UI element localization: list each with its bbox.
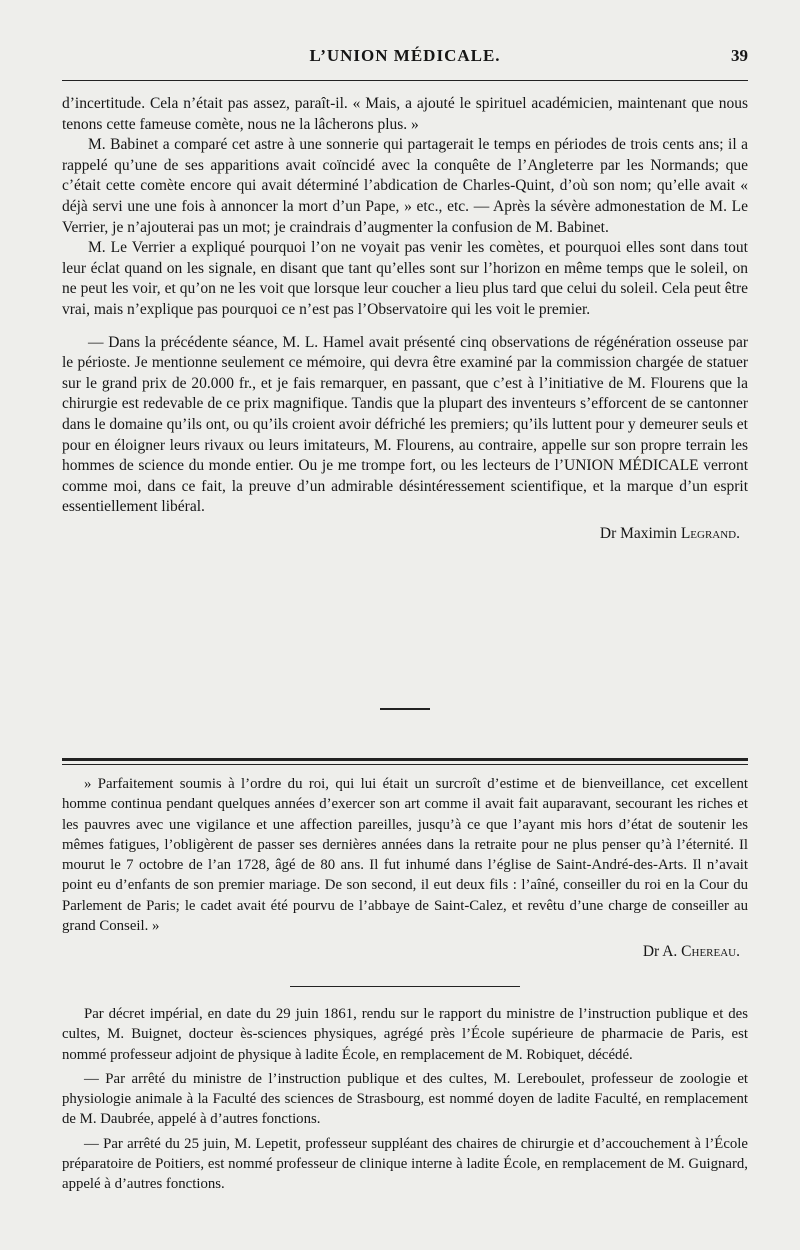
announcement: — Par arrêté du 25 juin, M. Lepetit, professeur suppléant des chaires de chirurgie et d’accouchement à l’École préparatoire de Poitiers, est nommé professeur de clinique interne à ladite École, en remplacement de M. Guignard, appelé à d’autres fonctions. xyxy=(62,1135,748,1193)
paragraph: » Parfaitement soumis à l’ordre du roi, qui lui était un surcroît d’estime et de bienveillance, cet excellent homme continua pendant quelques années d’exercer son art comme il avait fait auparavant, secourant les riches et les pauvres avec une vigilance et une affection pareilles, jusqu’à ce que l’ayant mis hors d’état de soutenir les mêmes fatigues, l’obligèrent de passer ses dernières années dans la retraite pour ne plus penser qu’à l’éternité. Il mourut le 7 octobre de l’an 1728, âgé de 80 ans. Il fut inhumé dans l’église de Saint-André-des-Arts. Il n’avait point eu d’enfants de son premier mariage. De son second, il eut deux fils : l’aîné, conseiller du roi en la Cour du Parlement de Paris; le cadet avait été pourvu de l’abbaye de Saint-Calez, et revêtu d’une charge de conseiller au grand Conseil. » xyxy=(62,776,748,935)
section-divider xyxy=(290,986,520,987)
paragraph-text: — Dans la précédente séance, M. L. Hamel avait présenté cinq observations de régénération osseuse par le périoste. Je mentionne seulement ce mémoire, qui devra être examiné par la commission chargée de statuer sur le grand prix de 20.000 fr., et je fais remarquer, en passant, que c’est à l’initiative de M. Flourens que la chirurgie est redevable de ce prix magnifique. Tandis que la plupart des inventeurs s’efforcent de se cantonner dans le domaine qu’ils ont, ou qu’ils croient avoir défriché les premiers; qu’ils luttent pour y demeurer seuls et pour en éloigner leurs rivaux ou leurs imitateurs, M. Flourens, au contraire, appelle sur son propre terrain les hommes de science du monde entier. Ou je me trompe fort, ou les lecteurs de l’ xyxy=(62,333,748,475)
thick-rule xyxy=(62,758,748,761)
paragraph: d’incertitude. Cela n’était pas assez, paraît-il. « Mais, a ajouté le spirituel académicien, maintenant que nous tenons cette fameuse comète, nous ne la lâcherons plus. » xyxy=(62,95,748,133)
paragraph-text-end: verront comme moi, dans ce fait, la preuve d’un admirable désintéressement scientifique, et la marque d’un esprit essentiellement libéral. xyxy=(62,457,749,516)
signature-prefix: Dr A. xyxy=(642,943,682,961)
author-signature xyxy=(62,524,748,545)
section-divider xyxy=(380,708,430,710)
page-header xyxy=(62,46,748,76)
thin-rule xyxy=(62,764,748,765)
signature-name: Chereau. xyxy=(681,943,740,961)
announcements-section xyxy=(62,1004,748,1199)
signature-name: Legrand. xyxy=(680,524,740,542)
signature-prefix: Dr Maximin xyxy=(599,524,681,542)
announcement: Par décret impérial, en date du 29 juin 1861, rendu sur le rapport du ministre de l’instruction publique et des cultes, M. Buignet, docteur ès-sciences physiques, agrégé près l’École supérieure de pharmacie de Paris, est nommé professeur adjoint de physique à ladite École, en remplacement de M. Robiquet, décédé. xyxy=(62,1006,748,1063)
page-number: 39 xyxy=(731,46,748,65)
quotation-section xyxy=(62,774,748,963)
running-head: L’UNION MÉDICALE. xyxy=(309,46,501,65)
paragraph: M. Babinet a comparé cet astre à une sonnerie qui partagerait le temps en périodes de trois cents ans; il a rappelé qu’une de ses apparitions avait coïncidé avec la conquête de l’Angleterre par les Normands; que c’était cette comète encore qui avait déterminé l’abdication de Charles-Quint, d’où son nom; qu’elle avait « déjà servi une une fois à annoncer la mort d’un Pape, » etc., etc. — Après la sévère admonestation de M. Le Verrier, je n’ajouterai pas un mot; je craindrais d’augmenter la confusion de M. Babinet. xyxy=(62,136,748,236)
journal-name: UNION MÉDICALE xyxy=(564,457,699,475)
announcement: — Par arrêté du ministre de l’instruction publique et des cultes, M. Lereboulet, professeur de zoologie et physiologie animale à la Faculté des sciences de Strasbourg, est nommé doyen de ladite Faculté, en remplacement de M. Daubrée, appelé à d’autres fonctions. xyxy=(62,1070,748,1128)
author-signature xyxy=(62,942,748,962)
paragraph xyxy=(62,333,748,518)
paragraph: M. Le Verrier a expliqué pourquoi l’on ne voyait pas venir les comètes, et pourquoi elles sont dans tout leur éclat quand on les signale, en disant que tant qu’elles sont sur l’horizon en même temps que le soleil, on ne peut les voir, et qu’on ne les voit que lorsque leur coucher a lieu plus tard que celui du soleil. Cela peut être vrai, mais n’explique pas pourquoi ce n’est pas l’Observatoire qui les voit le premier. xyxy=(62,239,748,318)
article-section xyxy=(62,94,748,544)
header-rule xyxy=(62,80,748,81)
